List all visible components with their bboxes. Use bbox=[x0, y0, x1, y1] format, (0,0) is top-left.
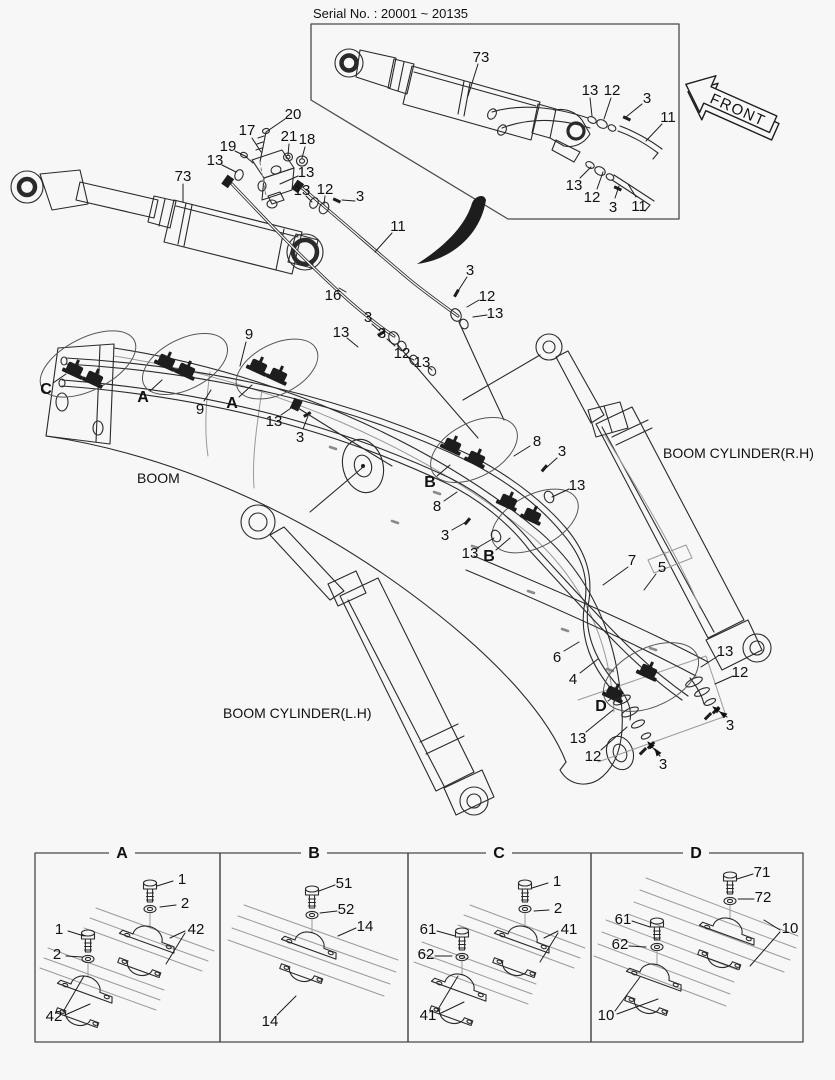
detail-box-letter-A: A bbox=[116, 845, 128, 862]
leader-line bbox=[439, 1002, 464, 1014]
boom-cylinder-lh-label: BOOM CYLINDER(L.H) bbox=[223, 705, 372, 721]
inset-callouts bbox=[468, 49, 676, 216]
part-callout-14: 14 bbox=[356, 918, 374, 935]
box-d-callouts bbox=[598, 864, 799, 1024]
section-letter-A: A bbox=[226, 395, 238, 412]
leader-line bbox=[342, 200, 355, 201]
leader-line bbox=[604, 98, 611, 119]
leader-line bbox=[458, 277, 467, 291]
part-callout-3: 3 bbox=[608, 199, 618, 216]
part-callout-14: 14 bbox=[261, 1013, 279, 1030]
part-callout-4: 4 bbox=[568, 671, 578, 688]
leader-line bbox=[222, 165, 236, 172]
part-callout-9: 9 bbox=[244, 326, 254, 343]
part-callout-18: 18 bbox=[298, 131, 316, 148]
leader-line bbox=[65, 1004, 90, 1015]
part-callout-51: 51 bbox=[335, 875, 353, 892]
leader-line bbox=[737, 874, 753, 879]
leader-line bbox=[496, 538, 510, 550]
leader-line bbox=[546, 458, 557, 468]
leader-line bbox=[532, 883, 548, 888]
part-callout-13: 13 bbox=[332, 324, 350, 341]
part-callout-3: 3 bbox=[658, 756, 668, 773]
leader-line bbox=[764, 920, 780, 930]
inset-detail-box bbox=[311, 24, 679, 219]
part-callout-41: 41 bbox=[560, 921, 578, 938]
boom-label: BOOM bbox=[137, 470, 180, 486]
part-callout-13: 13 bbox=[413, 354, 431, 371]
part-callout-13: 13 bbox=[568, 477, 586, 494]
part-callout-16: 16 bbox=[324, 287, 342, 304]
leader-line bbox=[320, 911, 337, 913]
leader-line bbox=[617, 999, 658, 1014]
part-callout-52: 52 bbox=[337, 901, 355, 918]
part-callout-13: 13 bbox=[206, 152, 224, 169]
part-callout-12: 12 bbox=[603, 82, 621, 99]
leader-line bbox=[452, 522, 466, 530]
boom-piping-lower bbox=[466, 528, 708, 720]
part-callout-19: 19 bbox=[219, 138, 237, 155]
part-callout-3: 3 bbox=[355, 188, 365, 205]
part-callout-13: 13 bbox=[581, 82, 599, 99]
leader-line bbox=[540, 933, 558, 962]
leader-line bbox=[514, 446, 530, 456]
part-callout-12: 12 bbox=[316, 181, 334, 198]
leader-line bbox=[644, 574, 656, 590]
leader-line bbox=[375, 233, 392, 252]
leader-line bbox=[628, 184, 636, 197]
part-callout-11: 11 bbox=[660, 109, 676, 126]
leader-line bbox=[626, 104, 642, 117]
part-callout-42: 42 bbox=[187, 921, 205, 938]
leader-line bbox=[66, 956, 82, 957]
part-callout-21: 21 bbox=[280, 128, 298, 145]
part-callout-9: 9 bbox=[195, 401, 205, 418]
leader-line bbox=[467, 300, 479, 307]
leader-line bbox=[564, 642, 579, 651]
part-callout-62: 62 bbox=[611, 936, 629, 953]
part-callout-3: 3 bbox=[363, 309, 373, 326]
leader-line bbox=[319, 885, 335, 891]
part-callout-61: 61 bbox=[614, 911, 632, 928]
part-callout-3: 3 bbox=[725, 717, 735, 734]
leader-line bbox=[534, 910, 549, 911]
detail-box-letter-D: D bbox=[690, 845, 702, 862]
part-callout-8: 8 bbox=[432, 498, 442, 515]
clamp-assembly bbox=[116, 880, 180, 982]
leader-line bbox=[477, 538, 494, 548]
part-callout-61: 61 bbox=[419, 921, 437, 938]
part-callout-3: 3 bbox=[295, 429, 305, 446]
part-callout-3: 3 bbox=[465, 262, 475, 279]
leader-line bbox=[63, 976, 84, 1012]
part-callout-12: 12 bbox=[393, 345, 411, 362]
leader-line bbox=[646, 124, 662, 141]
boom-cylinder-rh bbox=[536, 334, 771, 670]
section-letter-B: B bbox=[483, 548, 495, 565]
part-callout-20: 20 bbox=[284, 106, 302, 123]
part-callout-13: 13 bbox=[716, 643, 734, 660]
section-letter-C: C bbox=[40, 381, 52, 398]
leader-line bbox=[437, 931, 455, 936]
main-callouts bbox=[175, 106, 749, 773]
part-callout-3: 3 bbox=[557, 443, 567, 460]
part-callout-13: 13 bbox=[565, 177, 583, 194]
part-callout-13: 13 bbox=[297, 164, 315, 181]
boom-structure bbox=[46, 344, 726, 784]
detail-box-letter-B: B bbox=[308, 845, 320, 862]
part-callout-12: 12 bbox=[583, 189, 601, 206]
part-callout-5: 5 bbox=[657, 559, 667, 576]
part-callout-2: 2 bbox=[553, 900, 563, 917]
leader-line bbox=[338, 928, 356, 936]
leader-line bbox=[715, 676, 733, 684]
section-letter-B: B bbox=[424, 474, 436, 491]
part-callout-10: 10 bbox=[781, 920, 799, 937]
part-callout-1: 1 bbox=[54, 921, 64, 938]
part-callout-13: 13 bbox=[293, 182, 311, 199]
leader-line bbox=[655, 749, 660, 756]
part-callout-2: 2 bbox=[52, 946, 62, 963]
part-callout-17: 17 bbox=[238, 122, 256, 139]
part-callout-1: 1 bbox=[177, 871, 187, 888]
leader-line bbox=[157, 881, 173, 886]
part-callout-3: 3 bbox=[377, 325, 387, 342]
section-letter-D: D bbox=[595, 698, 607, 715]
leader-line bbox=[160, 905, 176, 907]
serial-number-label: Serial No. : 20001 ~ 20135 bbox=[313, 6, 469, 21]
part-callout-73: 73 bbox=[472, 49, 490, 66]
front-arrow-label: FRONT bbox=[707, 90, 769, 130]
part-callout-12: 12 bbox=[584, 748, 602, 765]
part-callout-11: 11 bbox=[390, 218, 406, 235]
part-callout-41: 41 bbox=[419, 1007, 437, 1024]
part-callout-73: 73 bbox=[174, 168, 192, 185]
inset-boom-cylinder bbox=[335, 49, 662, 211]
part-callout-8: 8 bbox=[532, 433, 542, 450]
boom-foot-fittings bbox=[601, 657, 720, 755]
part-callout-13: 13 bbox=[461, 545, 479, 562]
main-section-letters bbox=[40, 374, 618, 715]
part-callout-3: 3 bbox=[440, 527, 450, 544]
leader-line bbox=[552, 489, 569, 497]
part-callout-11: 11 bbox=[631, 198, 647, 215]
leader-line bbox=[632, 921, 650, 927]
detail-box-letter-C: C bbox=[493, 845, 505, 862]
inset-pointer-swoosh bbox=[417, 196, 486, 264]
clamp-assembly bbox=[491, 880, 555, 982]
boom-piping-top bbox=[59, 357, 566, 551]
part-callout-42: 42 bbox=[45, 1008, 63, 1025]
part-callout-72: 72 bbox=[754, 889, 772, 906]
part-callout-13: 13 bbox=[569, 730, 587, 747]
box-a-callouts bbox=[46, 871, 205, 1025]
leader-line bbox=[750, 932, 780, 966]
arm-cylinder-73 bbox=[11, 170, 323, 274]
leader-line bbox=[468, 64, 478, 96]
boom-cylinder-lh bbox=[241, 505, 494, 815]
part-callout-12: 12 bbox=[731, 664, 749, 681]
part-callout-62: 62 bbox=[417, 946, 435, 963]
front-direction-arrow bbox=[675, 66, 786, 149]
boom-cylinder-rh-label: BOOM CYLINDER(R.H) bbox=[663, 445, 814, 461]
part-callout-7: 7 bbox=[627, 552, 637, 569]
part-callout-2: 2 bbox=[180, 895, 190, 912]
part-callout-1: 1 bbox=[552, 873, 562, 890]
part-callout-71: 71 bbox=[753, 864, 771, 881]
leader-line bbox=[281, 406, 294, 415]
leader-line bbox=[590, 98, 592, 116]
leader-line bbox=[473, 315, 487, 317]
leader-line bbox=[629, 946, 646, 947]
leader-line bbox=[444, 492, 457, 501]
clamp-assembly bbox=[623, 918, 687, 1020]
part-callout-6: 6 bbox=[552, 649, 562, 666]
part-callout-12: 12 bbox=[478, 288, 496, 305]
part-callout-10: 10 bbox=[597, 1007, 615, 1024]
leader-line bbox=[277, 996, 296, 1015]
part-callout-3: 3 bbox=[642, 90, 652, 107]
part-callout-13: 13 bbox=[265, 413, 283, 430]
section-letter-A: A bbox=[137, 389, 149, 406]
leader-line bbox=[150, 380, 162, 391]
part-callout-13: 13 bbox=[486, 305, 504, 322]
leader-line bbox=[603, 567, 628, 585]
